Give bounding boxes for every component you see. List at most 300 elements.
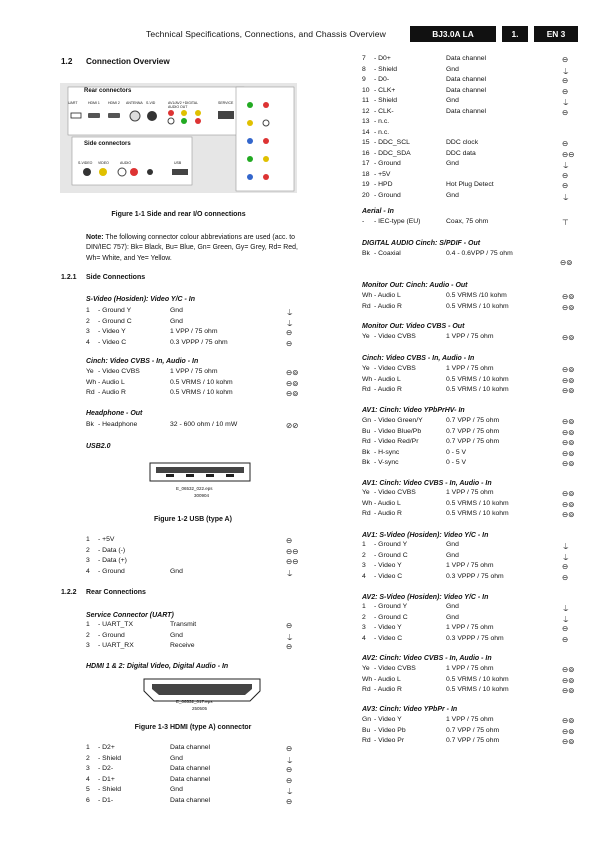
connector-icon: ⏚	[562, 604, 570, 613]
pin-table	[362, 250, 580, 261]
pin-id: Bu	[362, 726, 371, 734]
pin-name: - Video Pb	[374, 726, 406, 734]
pin-name: - n.c.	[374, 118, 390, 125]
pin-table	[362, 716, 580, 748]
pin-description: Transmit	[170, 621, 197, 628]
rear-label-av: AV1/AV2 +DIGITAL AUDIO OUT	[168, 101, 198, 109]
table-title: AV2: S-Video (Hosiden): Video Y/C - In	[362, 594, 489, 601]
connector-panel-illustration	[60, 83, 297, 193]
pin-id: 3	[86, 328, 90, 335]
pin-name: - Video Y	[374, 716, 402, 723]
pin-description: Gnd	[170, 631, 183, 639]
pin-name: - Video Y	[98, 328, 126, 335]
pin-id: 1	[86, 307, 90, 314]
connector-icon: ⊖⊚	[562, 665, 575, 674]
connector-icon: ⊖	[562, 55, 569, 64]
pin-row	[86, 421, 304, 432]
pin-id: Bk	[86, 421, 94, 428]
pin-row	[86, 368, 304, 379]
pin-table	[362, 218, 580, 229]
pin-row	[86, 568, 304, 579]
table-title: USB2.0	[86, 443, 111, 450]
pin-name: - Audio L	[98, 378, 125, 386]
pin-description: 32 - 600 ohm / 10 mW	[170, 421, 238, 428]
pin-row	[86, 776, 304, 787]
pin-description: 1 VPP / 75 ohm	[446, 489, 494, 496]
pin-id: 1	[86, 536, 90, 543]
pin-id: 1	[86, 621, 90, 628]
pin-id: 2	[86, 546, 90, 554]
pin-name: - Ground C	[374, 551, 408, 559]
rear-label-antenna: ANTENNA	[126, 101, 143, 105]
subsection-title: Rear Connections	[86, 589, 146, 596]
connector-icon: ⏚	[286, 787, 294, 796]
io-connectors-photo	[60, 83, 297, 193]
pin-row	[362, 181, 580, 192]
rear-connectors-label: Rear connectors	[84, 88, 132, 94]
pin-description: 0.5 VRMS /10 kohm	[446, 292, 507, 299]
pin-description: Coax, 75 ohm	[446, 218, 489, 225]
pin-description: Gnd	[446, 603, 459, 610]
pin-table	[86, 368, 304, 400]
usb-image-label: E_06532_022.eps	[176, 486, 213, 491]
pin-description: 0.7 VPP / 75 ohm	[446, 427, 500, 435]
pin-table	[362, 55, 580, 202]
pin-description: 0.3 VPPP / 75 ohm	[170, 338, 228, 346]
pin-row	[362, 160, 580, 171]
pin-id: Ye	[362, 489, 370, 496]
connector-icon: ⊖⊚	[286, 389, 299, 398]
pin-id: 4	[86, 338, 90, 346]
pin-id: 3	[86, 557, 90, 564]
pin-name: - Audio R	[374, 302, 402, 310]
connector-icon: ⊖⊚	[562, 737, 575, 746]
pin-table	[86, 621, 304, 653]
side-label-video: VIDEO	[98, 161, 109, 165]
connector-icon: ⊖⊖	[286, 546, 299, 556]
pin-name: - Video Green/Y	[374, 417, 423, 424]
pin-name: - Shield	[98, 786, 122, 793]
pin-row	[362, 66, 580, 77]
pin-name: - Data (+)	[98, 557, 127, 564]
cinch-icon: ⊖⊚	[560, 258, 573, 267]
connector-icon: ⏚	[286, 632, 294, 642]
pin-description: Gnd	[446, 65, 459, 73]
connector-icon: ⊖⊚	[562, 417, 575, 426]
table-title: AV2: Cinch: Video CVBS - In, Audio - In	[362, 655, 492, 662]
pin-name: - Video CVBS	[374, 665, 416, 672]
pin-row	[362, 716, 580, 727]
pin-table	[86, 421, 304, 432]
pin-description: 1 VPP / 75 ohm	[446, 365, 494, 372]
pin-id: 2	[86, 317, 90, 325]
pin-name: - Video Blue/Pb	[374, 427, 422, 435]
connector-icon: ⏚	[562, 192, 570, 202]
table-title: Monitor Out: Video CVBS - Out	[362, 323, 465, 330]
pin-id: 2	[362, 613, 366, 621]
pin-name: - Headphone	[98, 421, 138, 428]
connector-icon: ⊖	[562, 624, 569, 633]
side-label-audio: AUDIO	[120, 161, 132, 165]
pin-table	[86, 307, 304, 349]
connector-icon: ⏚	[562, 552, 570, 562]
pin-name: - Ground	[98, 567, 125, 575]
connector-icon: ⊖⊚	[286, 368, 299, 377]
connector-icon: ⊖⊖	[286, 557, 299, 566]
connector-icon: ⊖⊚	[562, 510, 575, 519]
pin-id: Gn	[362, 417, 372, 424]
pin-description: Data channel	[170, 744, 211, 751]
pin-description: Gnd	[170, 567, 183, 575]
connector-icon: ⏚	[286, 568, 294, 578]
pin-description: Data channel	[446, 76, 487, 83]
pin-description: 1 VPP / 75 ohm	[446, 562, 494, 569]
pin-id: 3	[362, 624, 366, 631]
pin-table	[86, 744, 304, 807]
pin-name: - D1-	[98, 796, 114, 804]
pin-id: Wh	[362, 675, 373, 683]
connector-icon: ⊖⊚	[562, 292, 575, 301]
pin-row	[362, 459, 580, 470]
pin-id: 8	[362, 65, 366, 73]
pin-id: 2	[362, 551, 366, 559]
pin-name: - D1+	[98, 775, 115, 783]
pin-name: - IEC-type (EU)	[374, 218, 421, 225]
pin-row	[362, 541, 580, 552]
connector-icon: ⊤	[562, 218, 569, 227]
pin-description: 0.5 VRMS / 10 kohm	[446, 686, 509, 693]
pin-id: Ye	[362, 365, 370, 372]
pin-description: 0.3 VPPP / 75 ohm	[446, 634, 504, 642]
pin-id: 2	[86, 631, 90, 639]
pin-row	[362, 303, 580, 314]
pin-id: 6	[86, 796, 90, 804]
pin-id: 16	[362, 149, 370, 157]
pin-description: Hot Plug Detect	[446, 181, 494, 188]
pin-description: Data channel	[446, 107, 487, 115]
pin-row	[362, 438, 580, 449]
table-title: HDMI 1 & 2: Digital Video, Digital Audio - In	[86, 663, 229, 670]
table-title: Monitor Out: Cinch: Audio - Out	[362, 282, 468, 289]
subsection-title: Side Connections	[86, 274, 146, 281]
connector-icon: ⊖	[562, 562, 569, 571]
pin-id: Bk	[362, 459, 370, 466]
header-title: Technical Specifications, Connections, and Chassis Overview	[146, 29, 386, 39]
connector-icon: ⊖⊚	[562, 375, 575, 385]
pin-id: 19	[362, 181, 370, 188]
pin-row	[86, 379, 304, 390]
pin-table	[362, 603, 580, 645]
table-title: AV1: Cinch: Video CVBS - In, Audio - In	[362, 480, 492, 487]
pin-description: Receive	[170, 642, 195, 649]
pin-table	[86, 536, 304, 578]
table-title: DIGITAL AUDIO Cinch: S/PDIF - Out	[362, 240, 481, 247]
pin-row	[362, 428, 580, 439]
pin-id: 12	[362, 107, 370, 115]
pin-row	[362, 108, 580, 119]
pin-name: - V-sync	[374, 459, 399, 466]
pin-name: - Video CVBS	[374, 489, 416, 496]
pin-row	[86, 632, 304, 643]
connector-icon: ⊖⊚	[562, 427, 575, 437]
pin-id: 4	[362, 572, 366, 580]
pin-row	[362, 55, 580, 66]
pin-name: - D0-	[374, 76, 390, 83]
pin-row	[86, 307, 304, 318]
rear-label-hdmi2: HDMI 2	[108, 101, 120, 105]
table-title: Cinch: Video CVBS - In, Audio - In	[86, 358, 199, 365]
table-title: AV1: Cinch: Video YPbPrHV- In	[362, 407, 465, 414]
pin-name: - +5V	[374, 170, 391, 178]
pin-row	[362, 150, 580, 161]
pin-name: - Ground	[374, 160, 401, 167]
connector-icon: ⊖⊚	[562, 448, 575, 458]
pin-table	[362, 333, 580, 344]
connector-icon: ⊖	[286, 775, 293, 785]
pin-row	[362, 129, 580, 140]
connector-icon: ⊖	[562, 139, 569, 148]
pin-id: Wh	[362, 292, 373, 299]
pin-table	[362, 541, 580, 583]
pin-row	[362, 614, 580, 625]
connector-icon: ⏚	[562, 161, 570, 170]
pin-table	[362, 665, 580, 697]
pin-description: Data channel	[446, 86, 487, 94]
pin-description: 0.4 - 0.6VPP / 75 ohm	[446, 250, 513, 257]
pin-description: DDC data	[446, 149, 476, 157]
pin-table	[362, 489, 580, 521]
pin-description: 0.7 VPP / 75 ohm	[446, 726, 500, 734]
connector-icon: ⊖⊚	[562, 716, 575, 725]
pin-row	[362, 665, 580, 676]
connector-icon: ⊖⊚	[562, 459, 575, 468]
pin-id: 1	[362, 541, 366, 548]
connector-icon: ⊖⊚	[286, 378, 299, 388]
pin-id: Rd	[362, 438, 371, 445]
connector-icon: ⊖⊚	[562, 686, 575, 695]
pin-id: Bu	[362, 427, 371, 435]
connector-icon: ⊖⊚	[562, 386, 575, 395]
pin-id: Wh	[362, 375, 373, 383]
pin-name: - HPD	[374, 181, 393, 188]
pin-id: 3	[86, 642, 90, 649]
pin-description: Gnd	[446, 160, 459, 167]
pin-description: Gnd	[446, 551, 459, 559]
pin-id: Ye	[86, 368, 94, 375]
pin-description: Gnd	[446, 613, 459, 621]
pin-row	[362, 552, 580, 563]
pin-description: 0.7 VPP / 75 ohm	[446, 737, 500, 744]
note-label: Note:	[86, 234, 104, 241]
pin-row	[86, 536, 304, 547]
pin-row	[362, 676, 580, 687]
model-badge: BJ3.0A LA	[410, 26, 496, 42]
pin-name: - n.c.	[374, 128, 390, 136]
pin-id: 14	[362, 128, 370, 136]
section-title: Connection Overview	[86, 57, 170, 66]
pin-description: 0.7 VPP / 75 ohm	[446, 438, 500, 445]
pin-row	[362, 218, 580, 229]
connector-icon: ⊖⊚	[562, 499, 575, 509]
pin-name: - Video C	[374, 634, 403, 642]
pin-row	[86, 642, 304, 653]
connector-icon: ⊘⊘	[286, 421, 299, 430]
pin-row	[86, 547, 304, 558]
connector-icon: ⊖	[286, 744, 293, 753]
pin-description: Gnd	[170, 786, 183, 793]
pin-name: - UART_RX	[98, 642, 134, 649]
pin-name: - Shield	[374, 97, 398, 104]
side-label-svideo: S-VIDEO	[78, 161, 93, 165]
pin-description: Data channel	[170, 796, 211, 804]
connector-icon: ⊖⊚	[562, 726, 575, 736]
pin-name: - CLK-	[374, 107, 394, 115]
pin-row	[362, 87, 580, 98]
connector-icon: ⊖	[286, 796, 293, 806]
pin-description: Gnd	[446, 97, 459, 104]
pin-description: 1 VPP / 75 ohm	[446, 624, 494, 631]
connector-icon: ⊖	[562, 181, 569, 190]
pin-name: - Ground Y	[374, 603, 408, 610]
pin-row	[86, 755, 304, 766]
pin-row	[362, 417, 580, 428]
pin-name: - Ground C	[374, 613, 408, 621]
pin-row	[362, 573, 580, 584]
pin-description: 1 VPP / 75 ohm	[446, 665, 494, 672]
connector-icon: ⊖	[286, 536, 293, 545]
pin-name: - Video Y	[374, 562, 402, 569]
connector-icon: ⊖	[286, 328, 293, 337]
connector-icon: ⏚	[562, 66, 570, 76]
pin-name: - Ground Y	[98, 307, 132, 314]
pin-id: Rd	[362, 737, 371, 744]
pin-id: 17	[362, 160, 370, 167]
pin-name: - Data (-)	[98, 546, 126, 554]
pin-description: 0.5 VRMS / 10 kohm	[446, 375, 509, 383]
pin-row	[362, 292, 580, 303]
connector-icon: ⊖	[562, 107, 569, 117]
connector-icon: ⏚	[286, 318, 294, 328]
pin-id: 2	[86, 754, 90, 762]
usb-connector-drawing	[130, 460, 256, 502]
pin-name: - Ground Y	[374, 541, 408, 548]
pin-row	[362, 500, 580, 511]
table-title: Service Connector (UART)	[86, 612, 174, 619]
pin-name: - Audio L	[374, 375, 401, 383]
connector-icon: ⏚	[286, 308, 294, 317]
pin-row	[362, 489, 580, 500]
pin-row	[362, 603, 580, 614]
pin-row	[362, 333, 580, 344]
pin-description: 1 VPP / 75 ohm	[170, 368, 218, 375]
table-title: AV3: Cinch: Video YPbPr - In	[362, 706, 458, 713]
connector-icon: ⊖	[562, 634, 569, 644]
pin-row	[362, 139, 580, 150]
pin-id: 13	[362, 118, 370, 125]
usb-image-date: 300904	[194, 493, 210, 498]
rear-label-service: SERVICE	[218, 101, 234, 105]
pin-id: Rd	[362, 510, 371, 517]
pin-row	[362, 76, 580, 87]
pin-description: 0.7 VPP / 75 ohm	[446, 417, 500, 424]
pin-description: 1 VPP / 75 ohm	[170, 328, 218, 335]
connector-icon: ⊖⊖	[562, 149, 575, 159]
pin-description: 0.5 VRMS / 10 kohm	[446, 386, 509, 393]
pin-name: - Video CVBS	[374, 333, 416, 340]
pin-id: Rd	[362, 386, 371, 393]
hdmi-image-date: 250505	[192, 706, 208, 711]
pin-description: Gnd	[170, 307, 183, 314]
pin-name: - D0+	[374, 55, 391, 62]
pin-name: - Ground C	[98, 317, 132, 325]
pin-id: 9	[362, 76, 366, 83]
colour-note	[86, 233, 300, 264]
pin-row	[362, 376, 580, 387]
connector-icon: ⏚	[562, 614, 570, 624]
pin-id: 3	[86, 765, 90, 772]
pin-description: 0.5 VRMS / 10 kohm	[446, 510, 509, 517]
connector-icon: ⏚	[562, 98, 570, 107]
pin-description: 0.5 VRMS / 10 kohm	[446, 499, 509, 507]
pin-id: Bk	[362, 250, 370, 257]
connector-icon: ⊖⊚	[562, 438, 575, 447]
pin-row	[86, 797, 304, 808]
pin-description: 0 - 5 V	[446, 459, 467, 466]
pin-id: 11	[362, 97, 370, 104]
pin-row	[86, 339, 304, 350]
connector-icon: ⊖	[562, 86, 569, 96]
pin-id: 3	[362, 562, 366, 569]
note-text: The following connector colour abbreviations are used (acc. to DIN/IEC 757): Bk= Black, Bu= Blue, Gn= Green, Gy= Grey, Rd= Red, Wh= White, and Ye= Yellow.	[86, 234, 298, 262]
hdmi-image-label: E_06532_017.eps	[176, 699, 213, 704]
pin-name: - Coaxial	[374, 250, 401, 257]
pin-name: - Video CVBS	[374, 365, 416, 372]
pin-description: DDC clock	[446, 139, 479, 146]
table-title: Aerial - In	[362, 208, 394, 215]
subsection-number: 1.2.2	[61, 589, 77, 596]
pin-table	[362, 292, 580, 313]
pin-description: Gnd	[446, 191, 459, 199]
pin-id: Bk	[362, 448, 370, 456]
pin-name: - Shield	[98, 754, 122, 762]
pin-id: 7	[362, 55, 366, 62]
pin-row	[362, 97, 580, 108]
connector-icon: ⊖	[562, 76, 569, 85]
pin-row	[362, 449, 580, 460]
table-title: Cinch: Video CVBS - In, Audio - In	[362, 355, 475, 362]
pin-description: Gnd	[446, 541, 459, 548]
pin-id: 4	[86, 567, 90, 575]
subsection-number: 1.2.1	[61, 274, 77, 281]
pin-name: - CLK+	[374, 86, 396, 94]
pin-id: 1	[362, 603, 366, 610]
pin-id: -	[362, 218, 365, 225]
pin-description: 0.5 VRMS / 10 kohm	[170, 389, 233, 396]
rear-label-hdmi1: HDMI 1	[88, 101, 100, 105]
table-title: S-Video (Hosiden): Video Y/C - In	[86, 296, 196, 303]
pin-name: - Video Red/Pr	[374, 438, 419, 445]
pin-description: 0.3 VPPP / 75 ohm	[446, 572, 504, 580]
pin-row	[86, 318, 304, 329]
pin-name: - Video C	[98, 338, 127, 346]
pin-row	[362, 562, 580, 573]
pin-name: - Ground	[374, 191, 401, 199]
pin-id: Ye	[362, 333, 370, 340]
pin-name: - Shield	[374, 65, 398, 73]
connector-icon: ⊖	[562, 572, 569, 582]
pin-name: - Video Y	[374, 624, 402, 631]
table-title: Headphone - Out	[86, 410, 143, 417]
